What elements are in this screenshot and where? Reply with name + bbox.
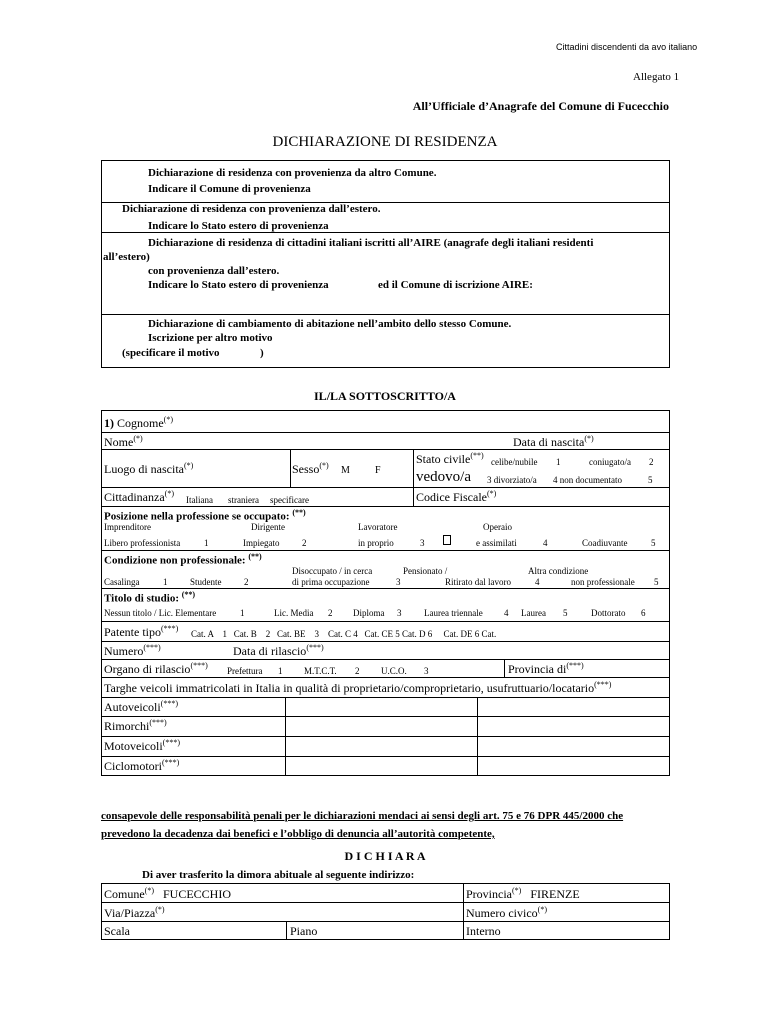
opt-code: 5 — [648, 475, 653, 485]
cittadinanza-label: Cittadinanza(*) — [104, 489, 174, 504]
dichiara-heading: D I C H I A R A — [344, 849, 426, 863]
patente-data-rilascio-field[interactable]: Data di rilascio(***) — [233, 643, 324, 658]
opt-dirigente[interactable]: Dirigente — [251, 522, 285, 532]
patente-categorie[interactable]: Cat. A 1 Cat. B 2 Cat. BE 3 Cat. C 4 Cat. CE 5 Cat. D 6 Cat. DE 6 Cat. — [191, 629, 497, 639]
opt-code: 1 — [204, 538, 209, 548]
opt-code: 5 — [654, 577, 659, 587]
organo-rilascio-label: Organo di rilascio(***) — [104, 661, 208, 676]
option-estero[interactable]: Dichiarazione di residenza con provenienza dall’estero. — [122, 203, 381, 215]
ciclomotori-targa-1[interactable] — [287, 758, 475, 774]
patente-label: Patente tipo(***) — [104, 624, 179, 639]
nome-field[interactable]: Nome(*) — [104, 434, 143, 449]
comune-field[interactable]: Comune(*) FUCECCHIO — [104, 886, 232, 901]
altra-label: non professionale — [571, 577, 635, 587]
opt-code: 1 — [240, 608, 245, 618]
opt-code: 4 — [535, 577, 540, 587]
numero-civico-field[interactable]: Numero civico(*) — [466, 905, 547, 920]
specificare-label: specificare — [270, 495, 309, 505]
option-text: Indicare lo Stato estero di provenienza — [148, 279, 329, 291]
option-text: con provenienza dall’estero. — [148, 265, 280, 277]
opt-code: 3 — [424, 666, 429, 676]
opt-celibe[interactable]: celibe/nubile — [491, 457, 538, 467]
opt-laurea[interactable]: Laurea — [521, 608, 546, 618]
allegato-label: Allegato 1 — [633, 71, 680, 83]
consapevole-line-1: consapevole delle responsabilità penali per le dichiarazioni mendaci ai sensi degli art. 75 e 76 DPR 445/2000 che — [101, 810, 624, 822]
titolo-studio-title: Titolo di studio: (**) — [104, 590, 196, 605]
rimorchi-targa-1[interactable] — [287, 718, 475, 734]
opt-mctc[interactable]: M.T.C.T. — [304, 666, 337, 676]
opt-pensionato[interactable]: Pensionato / — [403, 566, 448, 576]
opt-code: 2 — [328, 608, 333, 618]
opt-laurea-triennale[interactable]: Laurea triennale — [424, 608, 483, 618]
assimilati-label: e assimilati — [476, 538, 517, 548]
opt-code: 5 — [563, 608, 568, 618]
opt-disoccupato[interactable]: Disoccupato / in cerca — [292, 566, 373, 576]
piano-field[interactable]: Piano — [290, 924, 318, 938]
opt-code: 3 — [420, 538, 425, 548]
opt-prefettura[interactable]: Prefettura — [227, 666, 263, 676]
opt-code: 2 — [244, 577, 249, 587]
option-text: Indicare il Comune di provenienza — [148, 183, 311, 195]
comune-value: FUCECCHIO — [163, 887, 232, 901]
opt-code: 2 — [302, 538, 307, 548]
sesso-m[interactable]: M — [341, 465, 350, 476]
sesso-label: Sesso(*) — [292, 461, 329, 476]
scala-field[interactable]: Scala — [104, 924, 130, 938]
professione-title: Posizione nella professione se occupato: (**) — [104, 508, 306, 523]
opt-code: 1 — [556, 457, 561, 467]
recipient: All’Ufficiale d’Anagrafe del Comune di Fucecchio — [412, 99, 669, 113]
opt-dottorato[interactable]: Dottorato — [591, 608, 626, 618]
opt-imprenditore[interactable]: Imprenditore — [104, 522, 151, 532]
opt-italiana[interactable]: Italiana — [186, 495, 213, 505]
opt-nessun-titolo[interactable]: Nessun titolo / Lic. Elementare — [104, 608, 217, 618]
opt-lavoratore[interactable]: Lavoratore — [358, 522, 398, 532]
opt-code: 4 — [543, 538, 548, 548]
pensionato-label: Ritirato dal lavoro — [445, 577, 511, 587]
rimorchi-label: Rimorchi(***) — [104, 718, 167, 733]
opt-in-proprio[interactable]: in proprio — [358, 538, 394, 548]
interno-field[interactable]: Interno — [466, 924, 501, 938]
motoveicoli-label: Motoveicoli(***) — [104, 738, 180, 753]
top-note: Cittadini discendenti da avo italiano — [556, 42, 698, 52]
opt-coadiuvante[interactable]: Coadiuvante — [582, 538, 628, 548]
opt-straniera[interactable]: straniera — [228, 495, 259, 505]
autoveicoli-targa-2[interactable] — [479, 699, 668, 715]
option-text: Indicare lo Stato estero di provenienza — [148, 220, 329, 232]
cognome-field[interactable]: 1) Cognome(*) — [104, 415, 173, 430]
opt-diploma[interactable]: Diploma — [353, 608, 385, 618]
option-cambio-abitazione[interactable]: Dichiarazione di cambiamento di abitazione nell’ambito dello stesso Comune. — [148, 318, 512, 330]
page-title: DICHIARAZIONE DI RESIDENZA — [272, 134, 498, 150]
opt-code: 6 — [641, 608, 646, 618]
consapevole-line-2: prevedono la decadenza dai benefici e l’obbligo di denuncia all’autorità competente, — [101, 828, 495, 840]
opt-code: 2 — [649, 457, 654, 467]
autoveicoli-targa-1[interactable] — [287, 699, 475, 715]
opt-code: 4 — [504, 608, 509, 618]
provincia-field[interactable]: Provincia(*) FIRENZE — [466, 886, 580, 901]
opt-coniugato[interactable]: coniugato/a — [589, 457, 631, 467]
opt-studente[interactable]: Studente — [190, 577, 222, 587]
opt-vedovo[interactable]: vedovo/a — [416, 469, 471, 485]
provincia-value: FIRENZE — [530, 887, 580, 901]
option-text: ed il Comune di iscrizione AIRE: — [378, 279, 533, 291]
opt-code: 1 — [163, 577, 168, 587]
opt-code: 3 — [396, 577, 401, 587]
non-professionale-title: Condizione non professionale: (**) — [104, 552, 262, 567]
luogo-nascita-field[interactable]: Luogo di nascita(*) — [104, 461, 194, 476]
opt-code: 1 — [278, 666, 283, 676]
opt-code: 5 — [651, 538, 656, 548]
opt-libero-professionista[interactable]: Libero professionista — [104, 538, 181, 548]
option-altro-comune[interactable]: Dichiarazione di residenza con provenienza da altro Comune. — [148, 167, 437, 179]
veicoli-title: Targhe veicoli immatricolati in Italia in qualità di proprietario/comproprietario, usufruttuario/locatario(***) — [104, 680, 612, 695]
disoccupato-label: di prima occupazione — [292, 577, 370, 587]
option-text: ) — [260, 347, 264, 359]
sottoscritto-heading: IL/LA SOTTOSCRITTO/A — [314, 389, 456, 403]
ciclomotori-label: Ciclomotori(***) — [104, 758, 180, 773]
sesso-f[interactable]: F — [375, 465, 381, 476]
trasferito-text: Di aver trasferito la dimora abituale al seguente indirizzo: — [142, 869, 415, 881]
opt-uco[interactable]: U.C.O. — [381, 666, 407, 676]
data-nascita-field[interactable]: Data di nascita(*) — [513, 434, 594, 449]
autoveicoli-label: Autoveicoli(***) — [104, 699, 178, 714]
option-altro-motivo[interactable]: Iscrizione per altro motivo — [148, 332, 273, 344]
opt-code: 2 — [355, 666, 360, 676]
rimorchi-targa-2[interactable] — [479, 718, 668, 734]
opt-divorziato[interactable]: 3 divorziato/a — [487, 475, 537, 485]
motoveicoli-targa-2[interactable] — [479, 738, 668, 754]
opt-lic-media[interactable]: Lic. Media — [274, 608, 314, 618]
patente-numero-field[interactable]: Numero(***) — [104, 643, 161, 658]
stato-civile-label: Stato civile(**) — [416, 451, 484, 466]
motoveicoli-targa-1[interactable] — [287, 738, 475, 754]
provincia-rilascio-field[interactable]: Provincia di(***) — [508, 661, 584, 676]
option-text: (specificare il motivo — [122, 347, 220, 359]
opt-impiegato[interactable]: Impiegato — [243, 538, 280, 548]
opt-casalinga[interactable]: Casalinga — [104, 577, 140, 587]
codice-fiscale-field[interactable]: Codice Fiscale(*) — [416, 489, 497, 504]
via-piazza-field[interactable]: Via/Piazza(*) — [104, 905, 165, 920]
opt-operaio[interactable]: Operaio — [483, 522, 512, 532]
ciclomotori-targa-2[interactable] — [479, 758, 668, 774]
opt-non-documentato[interactable]: 4 non documentato — [553, 475, 622, 485]
option-text: all’estero) — [103, 251, 150, 263]
option-aire[interactable]: Dichiarazione di residenza di cittadini italiani iscritti all’AIRE (anagrafe degli italiani residenti — [148, 237, 594, 249]
opt-altra-condizione[interactable]: Altra condizione — [528, 566, 589, 576]
opt-code: 3 — [397, 608, 402, 618]
checkbox-icon[interactable] — [443, 535, 451, 545]
